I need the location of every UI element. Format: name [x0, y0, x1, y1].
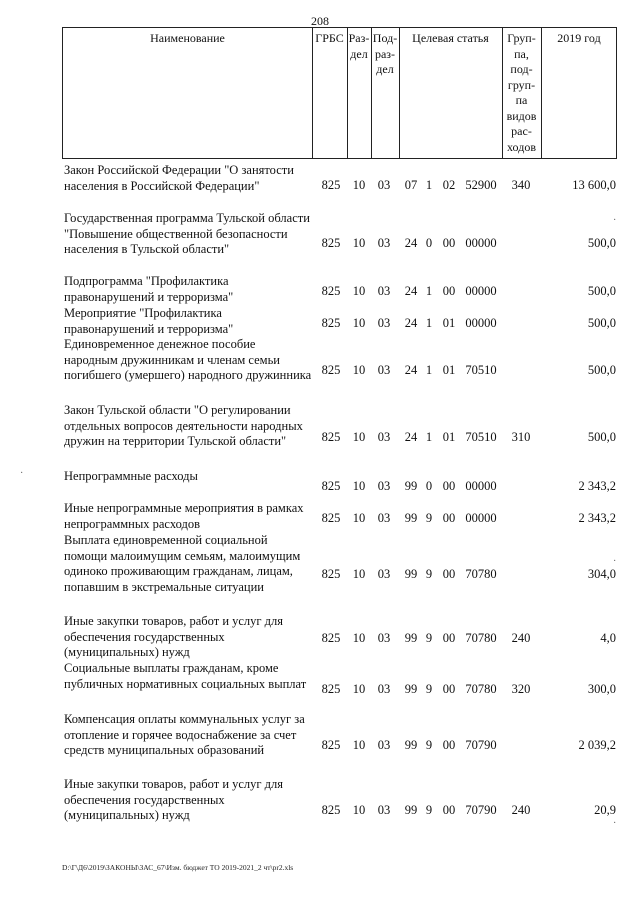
cell-c1: 99: [404, 567, 418, 581]
cell-c4: 70790: [465, 803, 497, 817]
cell-c1: 24: [404, 236, 418, 250]
cell-c3: 00: [442, 284, 456, 298]
cell-c4: 70790: [465, 738, 497, 752]
header-gruppa: Груп- па, под- груп- па видов рас- ходов: [506, 31, 537, 154]
row-name: Иные непрограммные мероприятия в рамках непрограммных расходов: [64, 501, 304, 531]
cell-c4: 70780: [465, 567, 497, 581]
cell-razdel: 10: [352, 631, 366, 645]
cell-c1: 24: [404, 363, 418, 377]
cell-grbs: 825: [321, 738, 341, 752]
cell-grbs: 825: [321, 316, 341, 330]
cell-c3: 00: [442, 682, 456, 696]
cell-c2: 9: [425, 511, 433, 525]
cell-c1: 99: [404, 479, 418, 493]
cell-grbs: 825: [321, 511, 341, 525]
cell-grbs: 825: [321, 567, 341, 581]
cell-c1: 99: [404, 631, 418, 645]
cell-amount: 2 343,2: [578, 479, 616, 493]
cell-vid: 240: [511, 803, 531, 817]
cell-c2: 9: [425, 631, 433, 645]
cell-podr: 03: [377, 284, 391, 298]
row-name: Подпрограмма "Профилактика правонарушений и терроризма": [64, 274, 234, 304]
cell-podr: 03: [377, 363, 391, 377]
cell-c2: 9: [425, 567, 433, 581]
cell-c3: 00: [442, 738, 456, 752]
cell-c4: 00000: [465, 316, 497, 330]
cell-c3: 00: [442, 567, 456, 581]
cell-c2: 1: [425, 178, 433, 192]
cell-grbs: 825: [321, 803, 341, 817]
cell-c1: 99: [404, 738, 418, 752]
page-number: 208: [311, 14, 329, 28]
cell-c3: 01: [442, 316, 456, 330]
header-naim: Наименование: [150, 31, 225, 45]
cell-c1: 24: [404, 284, 418, 298]
cell-podr: 03: [377, 178, 391, 192]
cell-c2: 1: [425, 284, 433, 298]
cell-amount: 4,0: [600, 631, 616, 645]
row-name: Социальные выплаты гражданам, кроме публичных нормативных социальных выплат: [64, 661, 307, 691]
header-celevaya: Целевая статья: [412, 31, 489, 45]
cell-amount: 20,9: [594, 803, 616, 817]
header-podrazdel: Под- раз- дел: [372, 31, 398, 76]
cell-amount: 500,0: [587, 363, 616, 377]
cell-c2: 1: [425, 430, 433, 444]
cell-podr: 03: [377, 682, 391, 696]
cell-c4: 70780: [465, 682, 497, 696]
cell-c2: 9: [425, 803, 433, 817]
cell-podr: 03: [377, 511, 391, 525]
cell-c1: 07: [404, 178, 418, 192]
cell-grbs: 825: [321, 363, 341, 377]
header-grbs: ГРБС: [315, 31, 344, 45]
cell-razdel: 10: [352, 236, 366, 250]
cell-c3: 00: [442, 479, 456, 493]
cell-vid: 320: [511, 682, 531, 696]
cell-podr: 03: [377, 430, 391, 444]
cell-razdel: 10: [352, 738, 366, 752]
cell-razdel: 10: [352, 682, 366, 696]
cell-razdel: 10: [352, 567, 366, 581]
cell-c1: 99: [404, 803, 418, 817]
cell-grbs: 825: [321, 430, 341, 444]
cell-grbs: 825: [321, 178, 341, 192]
row-name: Выплата единовременной социальной помощи малоимущим семьям, малоимущим одиноко проживающим гражданам, лицам, попавшим в экстремальные ситуации: [64, 533, 301, 594]
scan-mark: ·: [613, 818, 617, 829]
row-name: Закон Российской Федерации "О занятости населения в Российской Федерации": [64, 163, 294, 193]
cell-razdel: 10: [352, 479, 366, 493]
cell-c4: 00000: [465, 284, 497, 298]
row-name: Единовременное денежное пособие народным дружинникам и членам семьи погибшего (умершего) народного дружинника: [64, 337, 312, 382]
cell-podr: 03: [377, 567, 391, 581]
row-name: Иные закупки товаров, работ и услуг для обеспечения государственных (муниципальных) нужд: [64, 614, 284, 659]
row-name: Иные закупки товаров, работ и услуг для обеспечения государственных (муниципальных) нужд: [64, 777, 284, 822]
cell-vid: 240: [511, 631, 531, 645]
cell-razdel: 10: [352, 803, 366, 817]
cell-c1: 99: [404, 511, 418, 525]
cell-grbs: 825: [321, 631, 341, 645]
cell-c1: 99: [404, 682, 418, 696]
cell-c4: 70780: [465, 631, 497, 645]
scan-mark: ·: [613, 556, 617, 567]
cell-vid: 340: [511, 178, 531, 192]
cell-grbs: 825: [321, 479, 341, 493]
cell-c4: 00000: [465, 479, 497, 493]
cell-razdel: 10: [352, 316, 366, 330]
cell-podr: 03: [377, 316, 391, 330]
cell-c3: 00: [442, 631, 456, 645]
row-name: Государственная программа Тульской области "Повышение общественной безопасности населения в Тульской области": [64, 211, 310, 256]
table-header: [62, 27, 617, 159]
header-year: 2019 год: [557, 31, 601, 45]
cell-podr: 03: [377, 479, 391, 493]
cell-amount: 13 600,0: [572, 178, 616, 192]
cell-c4: 00000: [465, 236, 497, 250]
cell-c3: 02: [442, 178, 456, 192]
cell-razdel: 10: [352, 178, 366, 192]
cell-podr: 03: [377, 631, 391, 645]
cell-c1: 24: [404, 316, 418, 330]
cell-c2: 9: [425, 682, 433, 696]
cell-podr: 03: [377, 803, 391, 817]
row-name: Мероприятие "Профилактика правонарушений и терроризма": [64, 306, 234, 336]
cell-podr: 03: [377, 738, 391, 752]
cell-razdel: 10: [352, 284, 366, 298]
cell-amount: 500,0: [587, 316, 616, 330]
cell-c3: 00: [442, 803, 456, 817]
cell-c3: 00: [442, 511, 456, 525]
cell-podr: 03: [377, 236, 391, 250]
cell-c2: 1: [425, 363, 433, 377]
cell-amount: 500,0: [587, 284, 616, 298]
cell-amount: 2 039,2: [578, 738, 616, 752]
cell-c2: 1: [425, 316, 433, 330]
cell-c1: 24: [404, 430, 418, 444]
cell-amount: 300,0: [587, 682, 616, 696]
cell-c4: 00000: [465, 511, 497, 525]
scan-mark: ·: [613, 215, 617, 226]
row-name: Компенсация оплаты коммунальных услуг за отопление и горячее водоснабжение за счет средств муниципальных образований: [64, 712, 305, 757]
cell-c2: 0: [425, 479, 433, 493]
scan-mark: ·: [20, 468, 24, 479]
row-name: Непрограммные расходы: [64, 469, 198, 483]
cell-c4: 52900: [465, 178, 497, 192]
cell-c3: 01: [442, 363, 456, 377]
cell-amount: 500,0: [587, 236, 616, 250]
cell-grbs: 825: [321, 682, 341, 696]
cell-amount: 304,0: [587, 567, 616, 581]
row-name: Закон Тульской области "О регулировании отдельных вопросов деятельности народных дружин на территории Тульской области": [64, 403, 303, 448]
cell-c2: 0: [425, 236, 433, 250]
cell-c3: 01: [442, 430, 456, 444]
cell-razdel: 10: [352, 430, 366, 444]
file-path-footer: D:\Г\Д6\2019\ЗАКОНЫ\ЗАС_67\Изм. бюджет ТО 2019-2021_2 чт\pr2.xls: [62, 863, 294, 872]
cell-amount: 500,0: [587, 430, 616, 444]
cell-c2: 9: [425, 738, 433, 752]
cell-grbs: 825: [321, 284, 341, 298]
header-razdel: Раз- дел: [348, 31, 370, 61]
cell-vid: 310: [511, 430, 531, 444]
cell-razdel: 10: [352, 511, 366, 525]
cell-amount: 2 343,2: [578, 511, 616, 525]
cell-razdel: 10: [352, 363, 366, 377]
cell-c4: 70510: [465, 363, 497, 377]
cell-c4: 70510: [465, 430, 497, 444]
cell-c3: 00: [442, 236, 456, 250]
cell-grbs: 825: [321, 236, 341, 250]
